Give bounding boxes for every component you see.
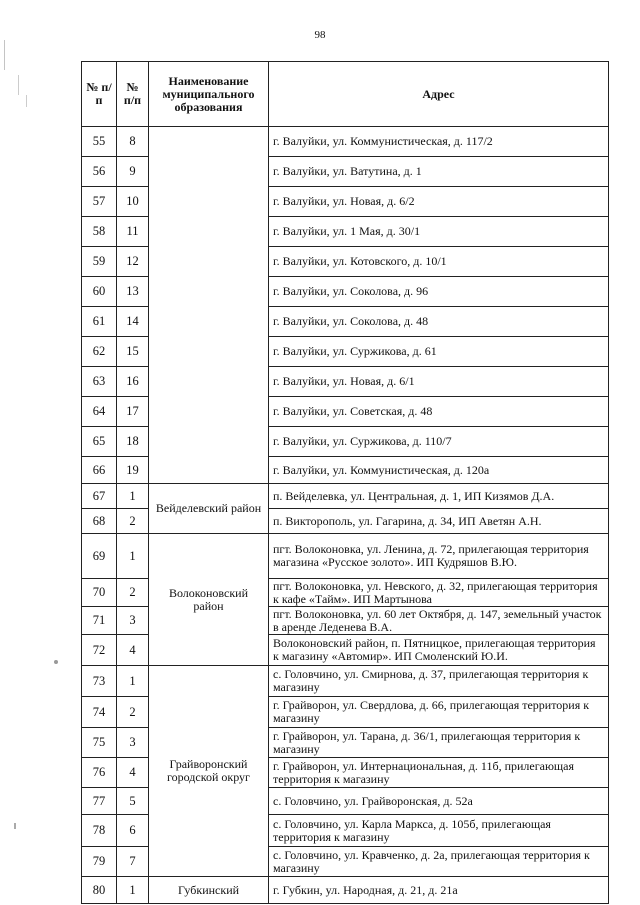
row-number: 62	[82, 337, 117, 367]
page-number: 98	[314, 29, 326, 41]
row-number: 55	[82, 127, 117, 157]
address-cell: Волоконовский район, п. Пятницкое, прилегающая территория к магазину «Автомир». ИП Смоленский Ю.И.	[269, 635, 609, 666]
address-cell: пгт. Волоконовка, ул. Невского, д. 32, прилегающая территория к кафе «Тайм». ИП Мартынова	[269, 579, 609, 607]
address-cell: п. Викторополь, ул. Гагарина, д. 34, ИП Аветян А.Н.	[269, 509, 609, 534]
address-cell: с. Головчино, ул. Смирнова, д. 37, прилегающая территория к магазину	[269, 666, 609, 697]
municipality-cell	[149, 127, 269, 484]
scan-speck	[54, 660, 58, 664]
sub-number: 10	[117, 187, 149, 217]
row-number: 64	[82, 397, 117, 427]
row-number: 74	[82, 697, 117, 728]
sub-number: 15	[117, 337, 149, 367]
sub-number: 16	[117, 367, 149, 397]
address-cell: г. Валуйки, ул. Новая, д. 6/2	[269, 187, 609, 217]
row-number: 77	[82, 788, 117, 815]
address-cell: г. Валуйки, ул. Соколова, д. 96	[269, 277, 609, 307]
header-row-number: № п/п	[82, 62, 117, 127]
address-cell: г. Грайворон, ул. Свердлова, д. 66, прилегающая территория к магазину	[269, 697, 609, 728]
sub-number: 17	[117, 397, 149, 427]
address-cell: г. Валуйки, ул. Суржикова, д. 61	[269, 337, 609, 367]
sub-number: 2	[117, 697, 149, 728]
municipality-cell: Волоконовский район	[149, 534, 269, 666]
row-number: 68	[82, 509, 117, 534]
header-address: Адрес	[269, 62, 609, 127]
sub-number: 1	[117, 484, 149, 509]
table-row	[82, 666, 609, 697]
row-number: 66	[82, 457, 117, 484]
address-cell: с. Головчино, ул. Кравченко, д. 2а, прилегающая территория к магазину	[269, 847, 609, 877]
municipality-cell: Вейделевский район	[149, 484, 269, 534]
address-cell: г. Валуйки, ул. Коммунистическая, д. 117/2	[269, 127, 609, 157]
address-cell: с. Головчино, ул. Грайворонская, д. 52а	[269, 788, 609, 815]
sub-number: 3	[117, 728, 149, 758]
sub-number: 1	[117, 534, 149, 579]
address-cell: г. Валуйки, ул. Котовского, д. 10/1	[269, 247, 609, 277]
row-number: 80	[82, 877, 117, 904]
row-number: 72	[82, 635, 117, 666]
address-cell: г. Валуйки, ул. Советская, д. 48	[269, 397, 609, 427]
address-table	[81, 61, 609, 904]
sub-number: 2	[117, 579, 149, 607]
row-number: 78	[82, 815, 117, 847]
sub-number: 1	[117, 877, 149, 904]
row-number: 79	[82, 847, 117, 877]
sub-number: 14	[117, 307, 149, 337]
row-number: 75	[82, 728, 117, 758]
sub-number: 4	[117, 758, 149, 788]
row-number: 59	[82, 247, 117, 277]
sub-number: 9	[117, 157, 149, 187]
address-cell: с. Головчино, ул. Карла Маркса, д. 105б, прилегающая территория к магазину	[269, 815, 609, 847]
address-cell: г. Валуйки, ул. Ватутина, д. 1	[269, 157, 609, 187]
sub-number: 8	[117, 127, 149, 157]
table-row	[82, 484, 609, 509]
row-number: 69	[82, 534, 117, 579]
sub-number: 6	[117, 815, 149, 847]
sub-number: 18	[117, 427, 149, 457]
address-cell: г. Валуйки, ул. Коммунистическая, д. 120а	[269, 457, 609, 484]
table-row	[82, 534, 609, 579]
address-cell: г. Валуйки, ул. 1 Мая, д. 30/1	[269, 217, 609, 247]
row-number: 67	[82, 484, 117, 509]
row-number: 71	[82, 607, 117, 635]
scan-speck	[26, 95, 27, 107]
sub-number: 13	[117, 277, 149, 307]
row-number: 57	[82, 187, 117, 217]
row-number: 61	[82, 307, 117, 337]
address-cell: пгт. Волоконовка, ул. 60 лет Октября, д. 147, земельный участок в аренде Леденева В.А.	[269, 607, 609, 635]
table-row	[82, 877, 609, 904]
row-number: 58	[82, 217, 117, 247]
scan-speck	[18, 75, 19, 95]
sub-number: 3	[117, 607, 149, 635]
sub-number: 5	[117, 788, 149, 815]
sub-number: 19	[117, 457, 149, 484]
municipality-cell: Грайворонский городской округ	[149, 666, 269, 877]
address-cell: п. Вейделевка, ул. Центральная, д. 1, ИП Кизямов Д.А.	[269, 484, 609, 509]
header-sub-number: № п/п	[117, 62, 149, 127]
sub-number: 2	[117, 509, 149, 534]
address-cell: г. Валуйки, ул. Соколова, д. 48	[269, 307, 609, 337]
sub-number: 11	[117, 217, 149, 247]
address-cell: г. Грайворон, ул. Тарана, д. 36/1, прилегающая территория к магазину	[269, 728, 609, 758]
table-row	[82, 127, 609, 157]
address-cell: г. Валуйки, ул. Суржикова, д. 110/7	[269, 427, 609, 457]
sub-number: 1	[117, 666, 149, 697]
row-number: 76	[82, 758, 117, 788]
address-cell: г. Губкин, ул. Народная, д. 21, д. 21а	[269, 877, 609, 904]
address-cell: г. Валуйки, ул. Новая, д. 6/1	[269, 367, 609, 397]
scan-speck	[4, 40, 5, 70]
row-number: 65	[82, 427, 117, 457]
address-cell: пгт. Волоконовка, ул. Ленина, д. 72, прилегающая территория магазина «Русское золото». ИП Кудряшов В.Ю.	[269, 534, 609, 579]
row-number: 56	[82, 157, 117, 187]
table-header-row	[82, 62, 609, 127]
municipality-cell: Губкинский	[149, 877, 269, 904]
row-number: 73	[82, 666, 117, 697]
scan-speck	[14, 823, 16, 829]
row-number: 70	[82, 579, 117, 607]
row-number: 63	[82, 367, 117, 397]
header-municipality: Наименование муниципального образования	[149, 62, 269, 127]
sub-number: 4	[117, 635, 149, 666]
sub-number: 12	[117, 247, 149, 277]
sub-number: 7	[117, 847, 149, 877]
address-cell: г. Грайворон, ул. Интернациональная, д. 11б, прилегающая территория к магазину	[269, 758, 609, 788]
row-number: 60	[82, 277, 117, 307]
